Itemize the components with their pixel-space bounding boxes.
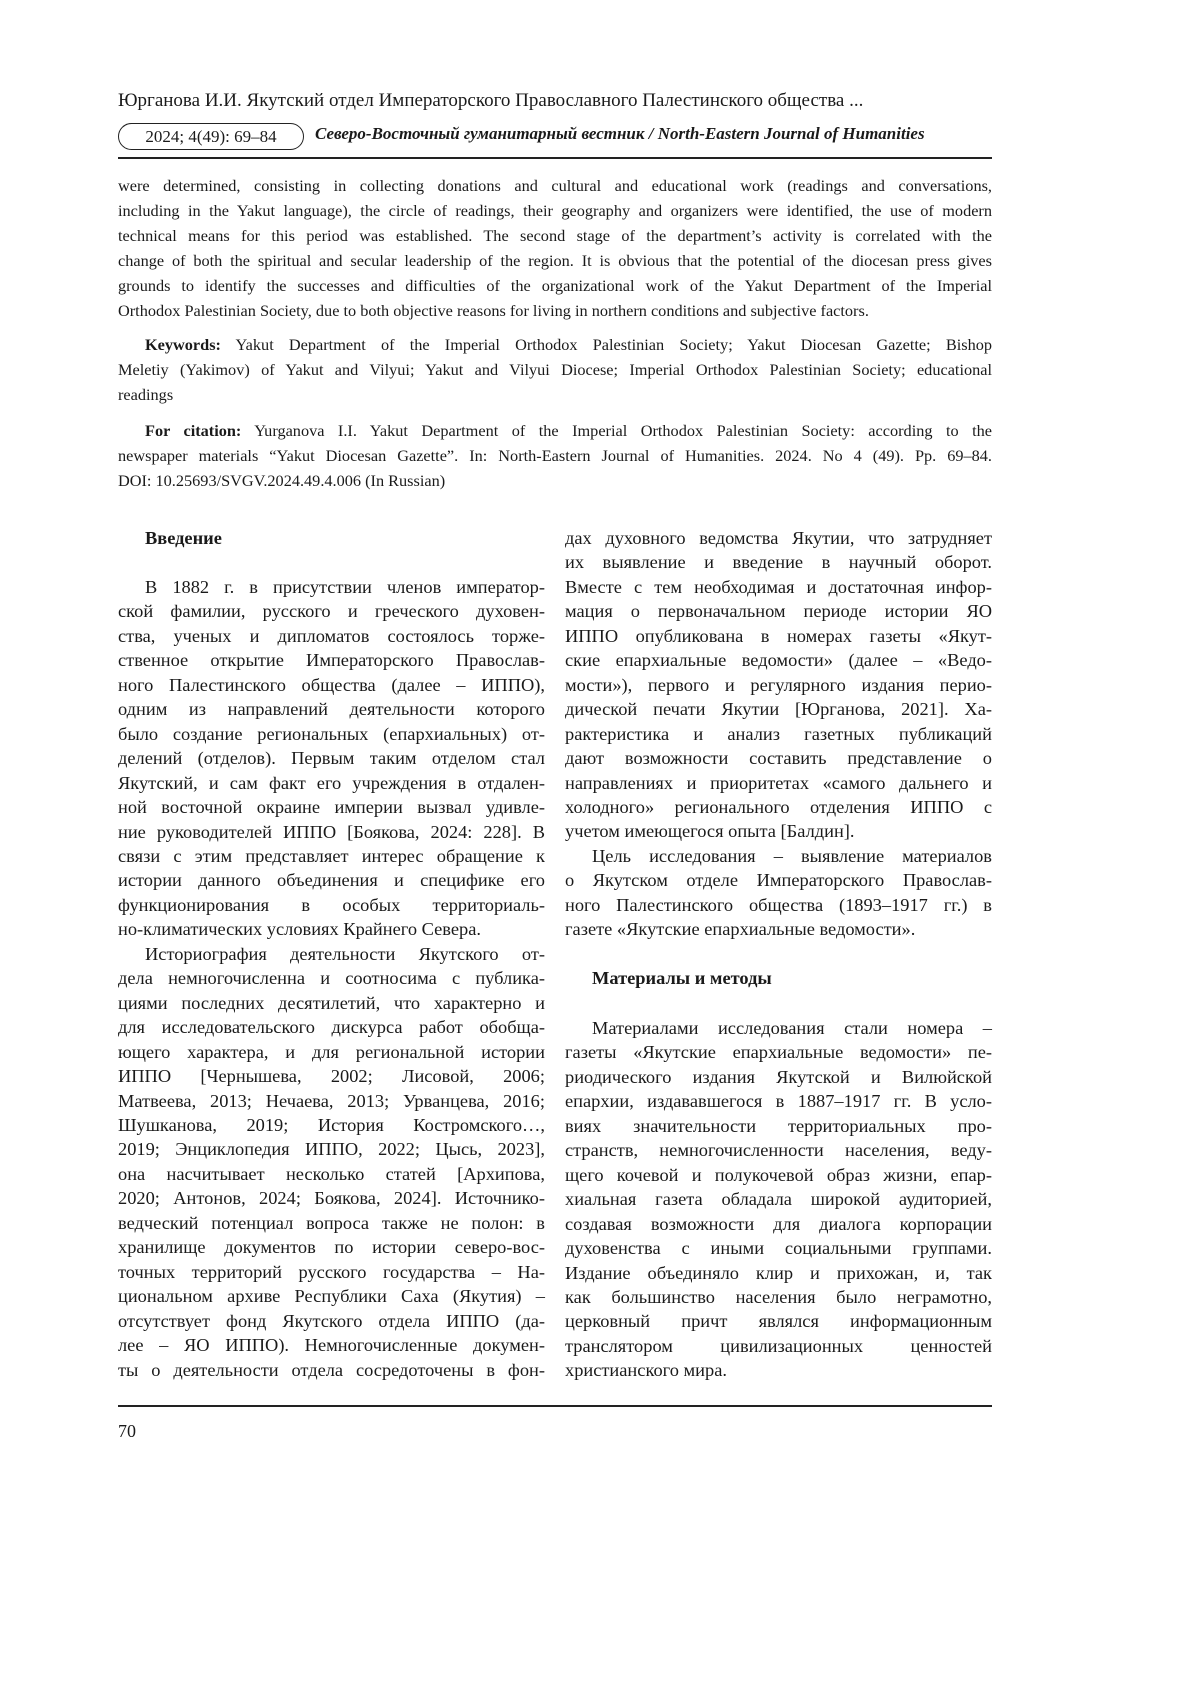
right-column-text-top bbox=[565, 526, 992, 942]
field-label: For citation: bbox=[145, 421, 242, 440]
citation bbox=[118, 418, 992, 493]
text-line: было создание региональных (епархиальных) от- bbox=[118, 723, 545, 744]
running-title: Юрганова И.И. Якутский отдел Императорского Православного Палестинского общества ... bbox=[118, 90, 864, 111]
text-line: ты о деятельности отдела сосредоточены в фон- bbox=[118, 1359, 545, 1380]
text-line: связи с этим представляет интерес обращение к bbox=[118, 845, 545, 866]
text-line bbox=[118, 173, 992, 198]
text-line: холодного» регионального отделения ИППО с bbox=[565, 796, 992, 817]
page-number: 70 bbox=[118, 1421, 136, 1441]
text-line: ИППО [Чернышева, 2002; Лисовой, 2006; bbox=[118, 1066, 545, 1087]
footer-rule bbox=[118, 1405, 992, 1407]
text-line: христианского мира. bbox=[565, 1360, 727, 1381]
text-line: создавая возможности для диалога корпорации bbox=[565, 1213, 992, 1234]
text-line: делений (отделов). Первым таким отделом стал bbox=[118, 748, 545, 769]
text-line: дах духовного ведомства Якутии, что затрудняет bbox=[565, 528, 992, 548]
text-line: мости»), первого и регулярного издания перио- bbox=[565, 674, 992, 695]
left-column-text bbox=[118, 575, 545, 1382]
text-line: епархии, издававшегося в 1887–1917 гг. В усло- bbox=[565, 1091, 992, 1112]
text-line: ИППО опубликована в номерах газеты «Якут- bbox=[565, 625, 992, 646]
text-line: мация о первоначальном периоде истории ЯО bbox=[565, 601, 992, 622]
text-line: отсутствует фонд Якутского отдела ИППО (да- bbox=[118, 1310, 545, 1331]
text-line: транслятором цивилизационных ценностей bbox=[565, 1335, 992, 1356]
text-line: ведческий потенциал вопроса также не полон: в bbox=[118, 1212, 545, 1233]
text-line: газете «Якутские епархиальные ведомости». bbox=[565, 919, 916, 940]
text-line: ской фамилии, русского и греческого духовен- bbox=[118, 601, 545, 622]
text-line: циями последних десятилетий, что характерно и bbox=[118, 992, 545, 1013]
text-line: дической печати Якутии [Юрганова, 2021]. Ха- bbox=[565, 699, 992, 720]
text-line: Шушканова, 2019; История Костромского…, bbox=[118, 1114, 545, 1135]
text-line: ские епархиальные ведомости» (далее – «Ведо- bbox=[565, 650, 992, 671]
line-text: change of both the spiritual and secular leadership of the region. It is obvious that the potential of the diocesan press gives bbox=[118, 251, 992, 270]
line-text: Orthodox Palestinian Society, due to both objective reasons for living in northern conditions and subjective factors. bbox=[118, 301, 869, 320]
text-line: духовенства с иными социальными группами. bbox=[565, 1238, 992, 1259]
text-line: точных территорий русского государства – На- bbox=[118, 1261, 545, 1282]
text-line: о Якутском отделе Императорского Православ- bbox=[565, 870, 992, 891]
text-line bbox=[118, 443, 992, 468]
text-line: Цель исследования – выявление материалов bbox=[592, 845, 992, 866]
text-line bbox=[118, 223, 992, 248]
line-text: Yakut Department of the Imperial Orthodox Palestinian Society; Yakut Diocesan Gazette; Bishop bbox=[220, 335, 992, 354]
text-line: ственное открытие Императорского Православ- bbox=[118, 650, 545, 671]
text-line: церковный причт являлся информационным bbox=[565, 1311, 992, 1332]
text-line bbox=[118, 357, 992, 382]
right-column-text-bottom bbox=[565, 1016, 992, 1383]
text-line: ного Палестинского общества (далее – ИППО), bbox=[118, 674, 545, 695]
text-line: дают возможности составить представление о bbox=[565, 748, 992, 769]
text-line bbox=[118, 382, 992, 407]
text-line: но-климатических условиях Крайнего Севера. bbox=[118, 919, 481, 940]
journal-title: Северо-Восточный гуманитарный вестник / North-Eastern Journal of Humanities bbox=[315, 124, 925, 143]
text-line: хиальная газета обладала широкой аудиторией, bbox=[565, 1189, 992, 1210]
text-line: ющего характера, и для региональной истории bbox=[118, 1041, 545, 1062]
text-line: циональном архиве Республики Саха (Якутия) – bbox=[118, 1286, 545, 1307]
line-text: Meletiy (Yakimov) of Yakut and Vilyui; Yakut and Vilyui Diocese; Imperial Orthodox Palestinian Society; educational bbox=[118, 360, 992, 379]
text-line: дела немногочисленна и соотносима с публика- bbox=[118, 968, 545, 989]
field-label: Keywords: bbox=[145, 335, 221, 354]
text-line bbox=[118, 198, 992, 223]
keywords bbox=[118, 332, 992, 407]
text-line bbox=[118, 248, 992, 273]
line-text: technical means for this period was established. The second stage of the department’s activity is correlated with the bbox=[118, 226, 992, 245]
text-line: 2019; Энциклопедия ИППО, 2022; Цысь, 2023], bbox=[118, 1139, 545, 1160]
text-line: хранилище документов по истории северо-вос- bbox=[118, 1237, 545, 1258]
text-line: ства, ученых и дипломатов состоялось торже- bbox=[118, 625, 545, 646]
text-line: для исследовательского дискурса работ обобща- bbox=[118, 1017, 545, 1038]
text-line: риодического издания Якутской и Вилюйской bbox=[565, 1066, 992, 1087]
line-text: were determined, consisting in collecting donations and cultural and educational work (readings and conversations, bbox=[118, 176, 992, 195]
text-line: 2020; Антонов, 2024; Боякова, 2024]. Источнико- bbox=[118, 1188, 545, 1209]
text-line: ной восточной окраине империи вызвал удивле- bbox=[118, 797, 545, 818]
text-line: ного Палестинского общества (1893–1917 гг.) в bbox=[565, 894, 992, 915]
text-line: Материалами исследования стали номера – bbox=[592, 1018, 992, 1038]
line-text: DOI: 10.25693/SVGV.2024.49.4.006 (In Russian) bbox=[118, 471, 446, 490]
text-line: функционирования в особых территориаль- bbox=[118, 894, 545, 915]
text-line: как большинство населения было неграмотно, bbox=[565, 1286, 992, 1307]
text-line: их выявление и введение в научный оборот. bbox=[565, 552, 992, 573]
line-text: newspaper materials “Yakut Diocesan Gazette”. In: North-Eastern Journal of Humanities. 2024. No 4 (49). Pp. 69–84. bbox=[118, 446, 992, 465]
issue-badge: 2024; 4(49): 69–84 bbox=[118, 123, 304, 150]
text-line: рактеристика и анализ газетных публикаций bbox=[565, 723, 992, 744]
section-heading-materials-methods: Материалы и методы bbox=[592, 968, 772, 988]
text-line: В 1882 г. в присутствии членов император- bbox=[145, 577, 545, 597]
line-text: including in the Yakut language), the circle of readings, their geography and organizers were identified, the use of modern bbox=[118, 201, 992, 220]
text-line: учетом имеющегося опыта [Балдин]. bbox=[565, 821, 855, 842]
text-line: виях значительности территориальных про- bbox=[565, 1115, 992, 1136]
text-line: Историография деятельности Якутского от- bbox=[145, 943, 545, 964]
text-line: ние руководителей ИППО [Боякова, 2024: 228]. В bbox=[118, 821, 545, 842]
text-line: газеты «Якутские епархиальные ведомости» пе- bbox=[565, 1042, 992, 1063]
text-line: Издание объединяло клир и прихожан, и, так bbox=[565, 1262, 992, 1283]
text-line bbox=[118, 468, 992, 493]
text-line: она насчитывает несколько статей [Архипова, bbox=[118, 1163, 545, 1184]
section-heading-introduction: Введение bbox=[145, 528, 222, 548]
text-line: Матвеева, 2013; Нечаева, 2013; Урванцева, 2016; bbox=[118, 1090, 545, 1111]
text-line: лее – ЯО ИППО). Немногочисленные докумен- bbox=[118, 1335, 545, 1356]
line-text: grounds to identify the successes and difficulties of the organizational work of the Yakut Department of the Imperial bbox=[118, 276, 992, 295]
text-line: щего кочевой и полукочевой образ жизни, епар- bbox=[565, 1164, 992, 1185]
header-rule bbox=[118, 157, 992, 159]
text-line: Вместе с тем необходимая и достаточная инфор- bbox=[565, 576, 992, 597]
text-line bbox=[118, 332, 992, 357]
line-text: Yurganova I.I. Yakut Department of the Imperial Orthodox Palestinian Society: according to the bbox=[241, 421, 992, 440]
text-line: одним из направлений деятельности которого bbox=[118, 699, 545, 720]
text-line bbox=[118, 298, 992, 323]
line-text: readings bbox=[118, 385, 174, 404]
text-line bbox=[118, 273, 992, 298]
text-line: Якутский, и сам факт его учреждения в отдален- bbox=[118, 772, 545, 793]
abstract-text bbox=[118, 173, 992, 323]
text-line bbox=[118, 418, 992, 443]
text-line: странств, немногочисленности населения, веду- bbox=[565, 1140, 992, 1161]
text-line: истории данного объединения и специфике его bbox=[118, 870, 545, 891]
text-line: направлениях и приоритетах «самого дальнего и bbox=[565, 772, 992, 793]
